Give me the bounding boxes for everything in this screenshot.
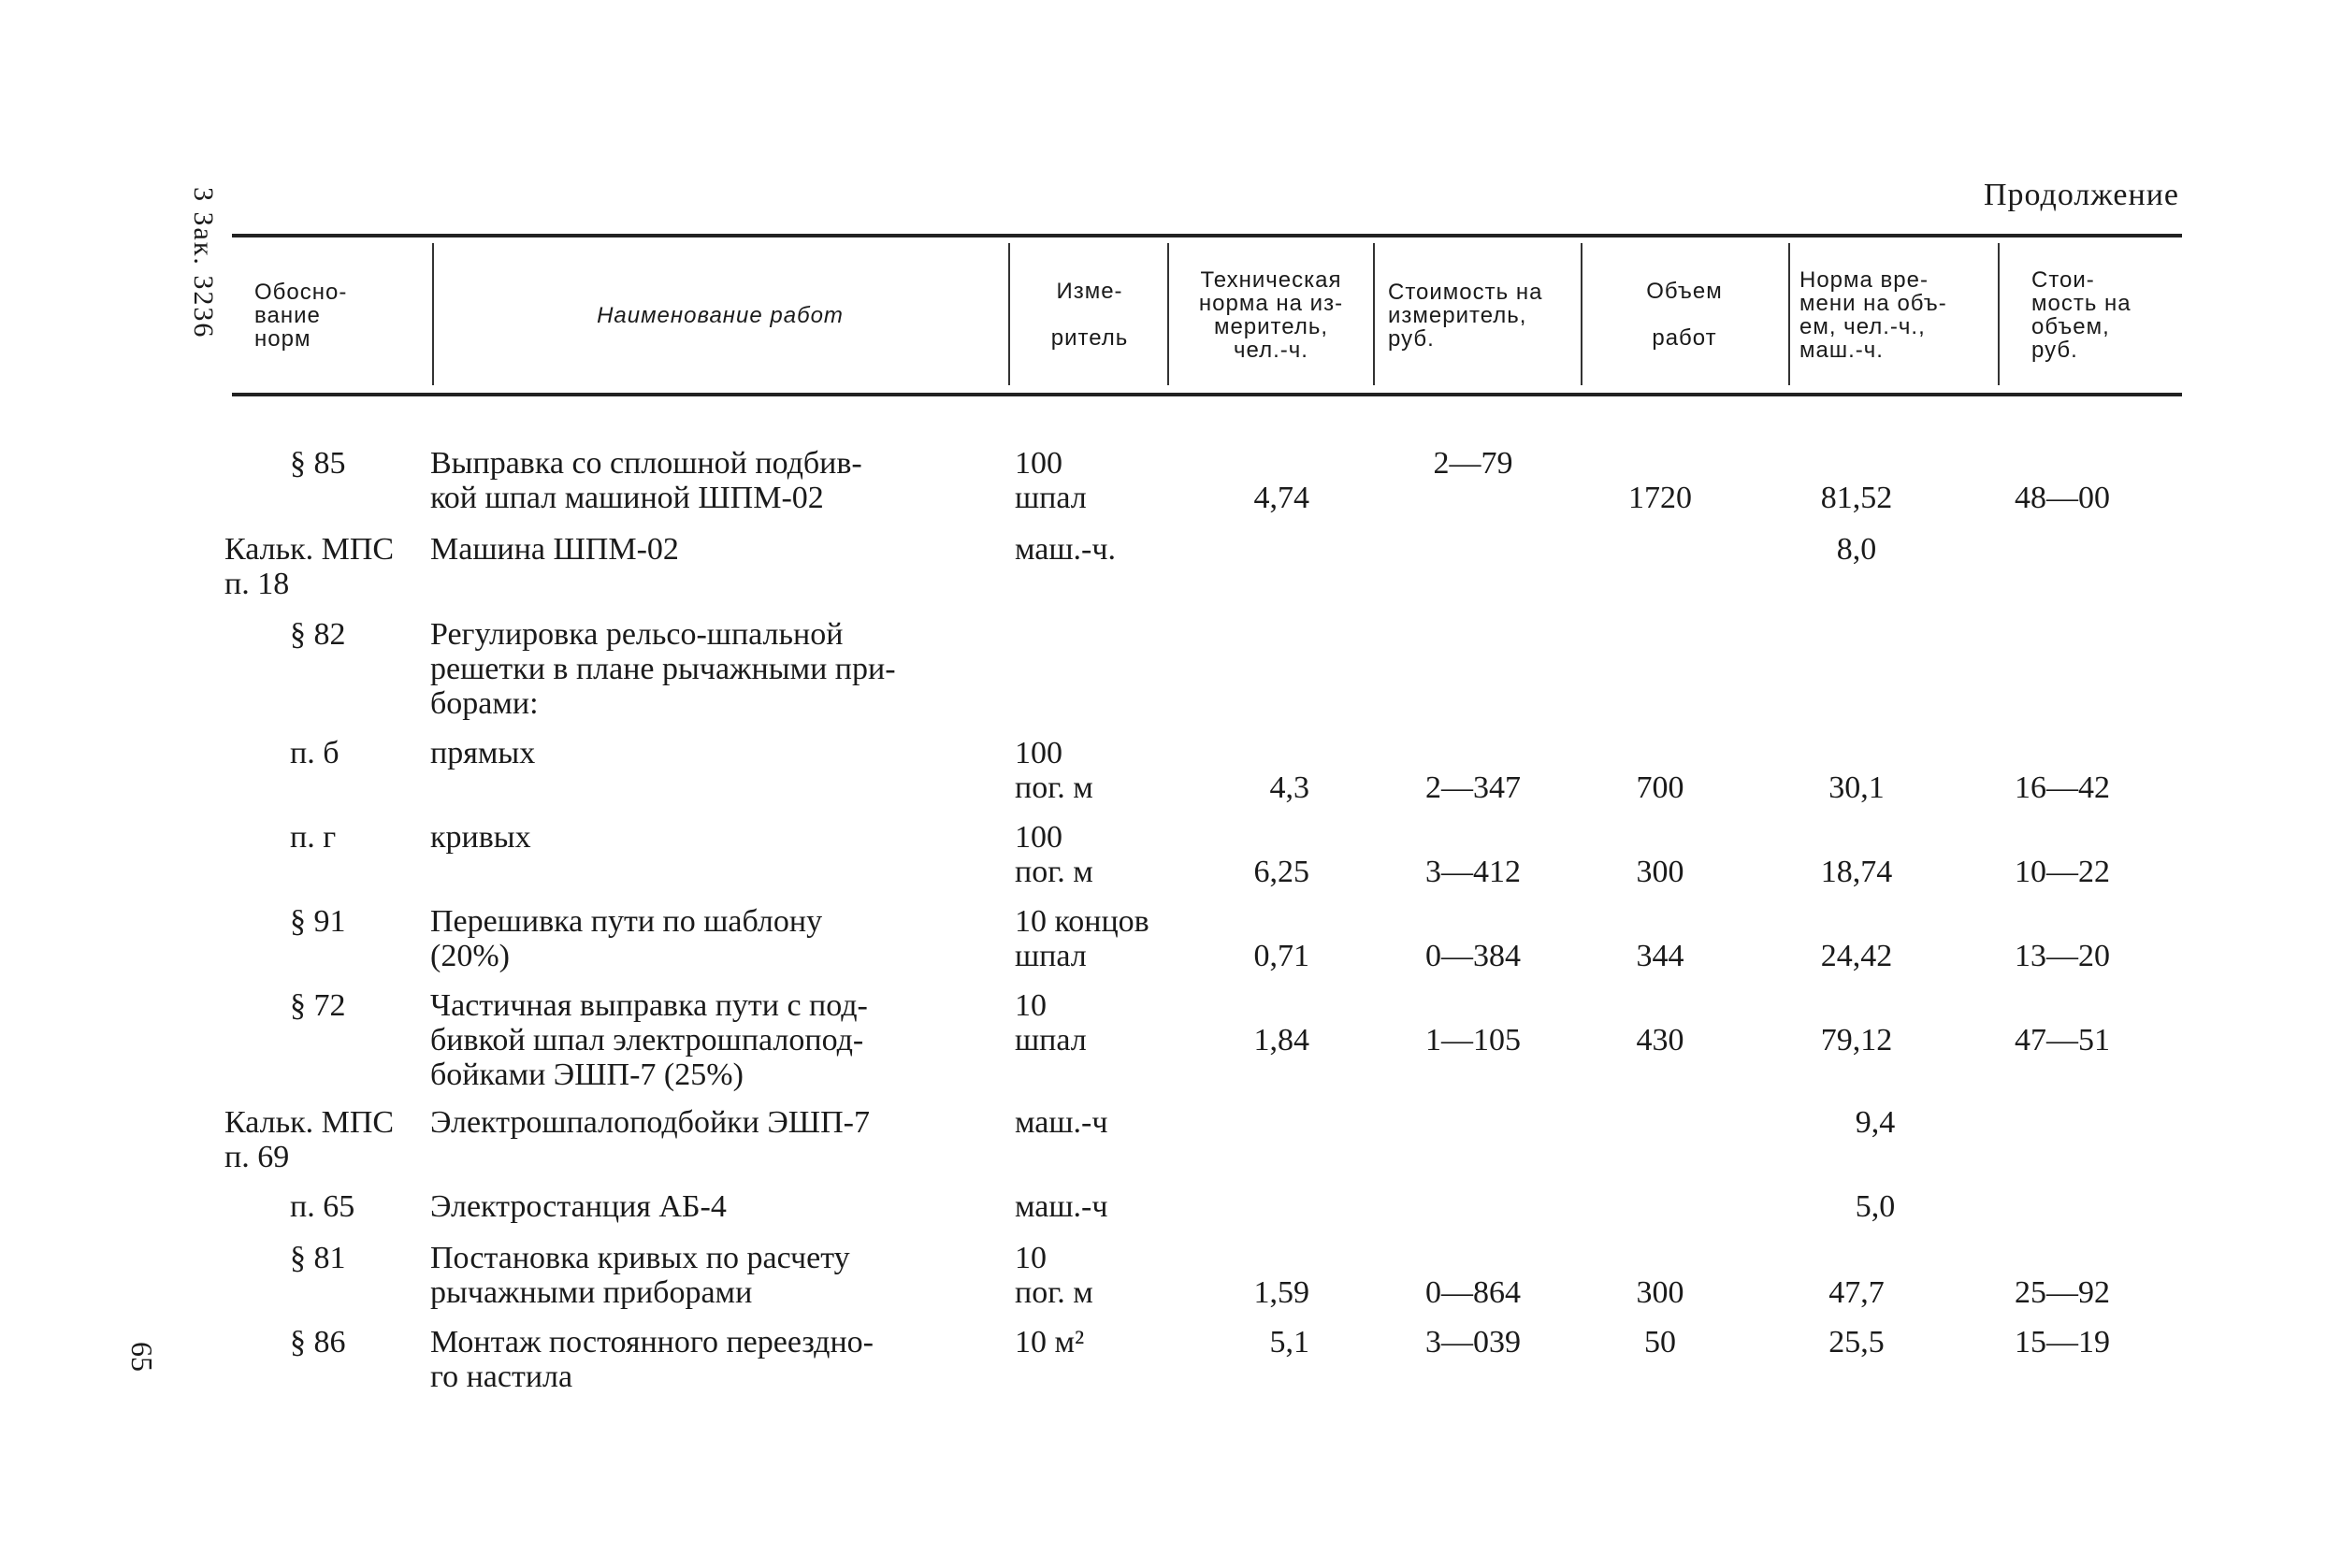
row-time-norm: 8,0: [1836, 532, 1877, 567]
row-name: Электростанция АБ-4: [430, 1189, 727, 1224]
row-time-norm: 81,52: [1820, 481, 1893, 515]
row-name: прямых: [430, 736, 536, 770]
row-unit: 10 шпал: [1015, 988, 1087, 1057]
header-divider: [1788, 243, 1790, 385]
header-divider: [1581, 243, 1582, 385]
row-cost-volume: 10—22: [2015, 855, 2110, 889]
row-time-norm: 25,5: [1828, 1325, 1885, 1359]
row-tech-norm: 0,71: [1253, 939, 1309, 973]
row-basis: § 91: [290, 904, 346, 939]
row-time-norm: 18,74: [1820, 855, 1893, 889]
row-basis: § 72: [290, 988, 346, 1023]
row-cost-volume: 16—42: [2015, 770, 2110, 805]
page-number: 65: [125, 1342, 159, 1372]
header-cost-per-unit: Стоимость на измеритель, руб.: [1388, 279, 1543, 352]
header-divider: [432, 243, 434, 385]
row-name: Выправка со сплошной подбив- кой шпал машиной ШПМ-02: [430, 446, 862, 515]
row-basis: п. б: [290, 736, 340, 770]
row-basis: п. г: [290, 820, 337, 855]
row-cost-volume: 25—92: [2015, 1275, 2110, 1310]
row-volume: 300: [1636, 1275, 1684, 1310]
row-cost-per-unit: 0—384: [1425, 939, 1521, 973]
row-cost-volume: 13—20: [2015, 939, 2110, 973]
header-time-norm: Норма вре- мени на объ- ем, чел.-ч., маш.-ч.: [1799, 267, 1947, 363]
row-tech-norm: 5,1: [1269, 1325, 1309, 1359]
row-name: Частичная выправка пути с под- бивкой шпал электрошпалопод- бойками ЭШП-7 (25%): [430, 988, 868, 1092]
row-tech-norm: 6,25: [1253, 855, 1309, 889]
row-name: Перешивка пути по шаблону (20%): [430, 904, 823, 973]
row-cost-per-unit: 2—347: [1425, 770, 1521, 805]
row-name: Регулировка рельсо-шпальной решетки в плане рычажными при- борами:: [430, 617, 896, 721]
row-name: Электрошпалоподбойки ЭШП-7: [430, 1105, 870, 1140]
row-unit: 100 пог. м: [1015, 820, 1093, 889]
header-name: Наименование работ: [597, 302, 844, 328]
table-header-rule: [232, 393, 2182, 396]
row-name: Монтаж постоянного переездно- го настила: [430, 1325, 874, 1394]
row-time-norm: 9,4: [1855, 1105, 1896, 1140]
row-basis: § 82: [290, 617, 346, 652]
row-unit: маш.-ч: [1015, 1189, 1108, 1224]
row-time-norm: 79,12: [1820, 1023, 1893, 1057]
header-basis: Обосно- вание норм: [254, 279, 348, 352]
row-time-norm: 24,42: [1820, 939, 1893, 973]
continuation-label: Продолжение: [1983, 178, 2179, 212]
row-unit: маш.-ч: [1015, 1105, 1108, 1140]
row-time-norm: 30,1: [1828, 770, 1885, 805]
row-name: Постановка кривых по расчету рычажными приборами: [430, 1241, 850, 1310]
row-unit: 100 пог. м: [1015, 736, 1093, 805]
row-basis: § 81: [290, 1241, 346, 1275]
row-name: кривых: [430, 820, 531, 855]
row-cost-per-unit: 3—412: [1425, 855, 1521, 889]
row-cost-per-unit: 0—864: [1425, 1275, 1521, 1310]
row-tech-norm: 4,3: [1269, 770, 1309, 805]
row-volume: 344: [1636, 939, 1684, 973]
row-time-norm: 5,0: [1855, 1189, 1896, 1224]
row-basis: § 86: [290, 1325, 346, 1359]
row-volume: 300: [1636, 855, 1684, 889]
header-unit: Изме- ритель: [1050, 279, 1129, 351]
row-volume: 1720: [1628, 481, 1692, 515]
header-cost-volume: Стои- мость на объем, руб.: [2031, 267, 2131, 363]
row-cost-per-unit: 1—105: [1425, 1023, 1521, 1057]
row-time-norm: 47,7: [1828, 1275, 1885, 1310]
header-divider: [1167, 243, 1169, 385]
header-tech-norm: Техническая норма на из- меритель, чел.-ч.: [1198, 267, 1344, 363]
row-basis: Кальк. МПС п. 69: [224, 1105, 395, 1174]
row-tech-norm: 1,84: [1253, 1023, 1309, 1057]
row-basis: Кальк. МПС п. 18: [224, 532, 395, 601]
row-unit: 10 м²: [1015, 1325, 1085, 1359]
header-divider: [1008, 243, 1010, 385]
header-volume: Объем работ: [1646, 279, 1723, 351]
row-name: Машина ШПМ-02: [430, 532, 679, 567]
row-cost-per-unit: 2—79: [1433, 446, 1513, 481]
row-unit: 10 концов шпал: [1015, 904, 1149, 973]
row-unit: 100 шпал: [1015, 446, 1087, 515]
header-divider: [1373, 243, 1375, 385]
row-volume: 50: [1644, 1325, 1676, 1359]
print-order-note: 3 Зак. 3236: [188, 187, 219, 339]
row-cost-volume: 47—51: [2015, 1023, 2110, 1057]
row-tech-norm: 4,74: [1253, 481, 1309, 515]
row-volume: 430: [1636, 1023, 1684, 1057]
row-basis: п. 65: [290, 1189, 355, 1224]
row-cost-volume: 48—00: [2015, 481, 2110, 515]
row-cost-per-unit: 3—039: [1425, 1325, 1521, 1359]
row-basis: § 85: [290, 446, 346, 481]
row-unit: 10 пог. м: [1015, 1241, 1093, 1310]
table-top-rule: [232, 234, 2182, 237]
row-volume: 700: [1636, 770, 1684, 805]
row-tech-norm: 1,59: [1253, 1275, 1309, 1310]
header-divider: [1998, 243, 2000, 385]
row-unit: маш.-ч.: [1015, 532, 1116, 567]
row-cost-volume: 15—19: [2015, 1325, 2110, 1359]
